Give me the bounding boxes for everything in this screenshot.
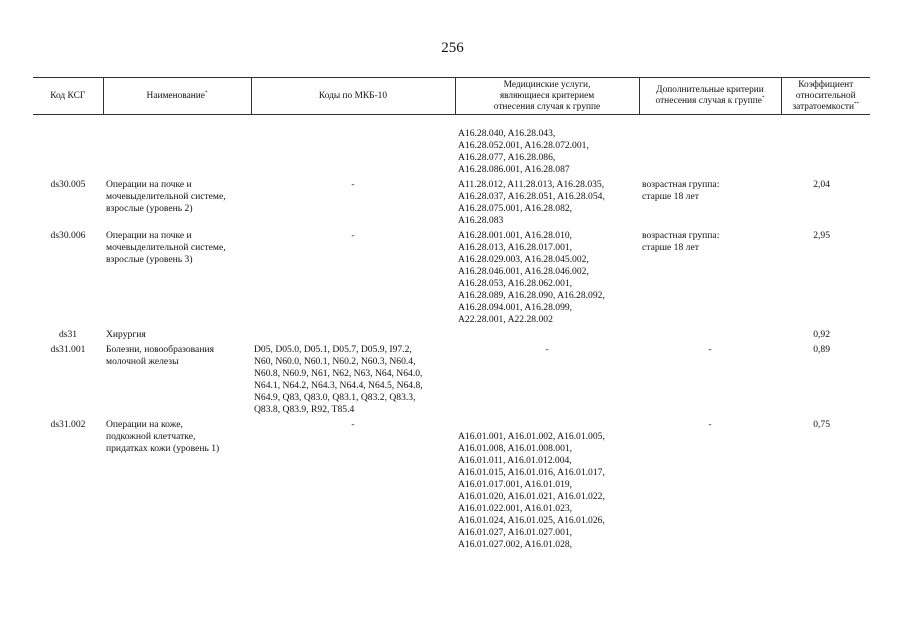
extra-criteria-line: старше 18 лет: [642, 191, 699, 202]
table-body: [33, 115, 870, 555]
medical-services-line: A16.01.027.002, A16.01.028,: [458, 539, 573, 550]
table-row: [33, 419, 870, 554]
extra-criteria: [639, 128, 781, 179]
medical-services-line: A16.28.029.003, A16.28.045.002,: [458, 254, 589, 265]
extra-criteria-line: возрастная группа:: [642, 179, 720, 190]
ksg-code: [33, 128, 103, 179]
table-row: [33, 179, 870, 230]
mkb-codes-dash: -: [351, 179, 355, 190]
header-name: Наименование*: [103, 78, 251, 115]
cost-coefficient: 2,95: [813, 230, 830, 241]
mkb-codes: [251, 128, 455, 179]
medical-services-line: A11.28.012, A11.28.013, A16.28.035,: [458, 179, 605, 190]
ksg-name: [103, 329, 251, 344]
ksg-table-sheet: [33, 77, 870, 554]
header-code: Код КСГ: [33, 78, 103, 115]
ksg-name-line: мочевыделительной системе,: [106, 242, 226, 253]
medical-services-dash: -: [545, 344, 549, 355]
medical-services-line: A16.01.015, A16.01.016, A16.01.017,: [458, 467, 605, 478]
ksg-name-line: взрослые (уровень 3): [106, 254, 193, 265]
header-mkb: Коды по МКБ-10: [251, 78, 455, 115]
table-row: [33, 344, 870, 419]
cost-coefficient: 2,04: [813, 179, 830, 190]
medical-services-line: A16.28.040, A16.28.043,: [458, 128, 556, 139]
ksg-code: ds31.002: [50, 419, 86, 430]
ksg-name-line: Операции на коже,: [106, 419, 183, 430]
medical-services-line: A16.01.020, A16.01.021, A16.01.022,: [458, 491, 605, 502]
ksg-name: [103, 344, 251, 419]
ksg-name-line: Операции на почке и: [106, 230, 192, 241]
medical-services: [455, 344, 639, 419]
extra-criteria-line: возрастная группа:: [642, 230, 720, 241]
medical-services-line: A16.01.001, A16.01.002, A16.01.005,: [458, 431, 605, 442]
mkb-codes-line: Q83.8, Q83.9, R92, T85.4: [254, 404, 355, 415]
table-row: [33, 128, 870, 179]
ksg-code: ds30.005: [50, 179, 86, 190]
mkb-codes: [251, 329, 455, 344]
ksg-name-line: Хирургия: [106, 329, 146, 340]
ksg-name-line: взрослые (уровень 2): [106, 203, 193, 214]
extra-criteria-dash: -: [708, 344, 712, 355]
medical-services-line: A16.28.089, A16.28.090, A16.28.092,: [458, 290, 605, 301]
medical-services-line: A16.28.075.001, A16.28.082,: [458, 203, 573, 214]
extra-criteria: [639, 179, 781, 230]
ksg-code: ds31: [58, 329, 78, 340]
medical-services: [455, 128, 639, 179]
ksg-name-line: придатках кожи (уровень 1): [106, 443, 220, 454]
medical-services-line: A16.28.037, A16.28.051, A16.28.054,: [458, 191, 605, 202]
ksg-name-line: молочной железы: [106, 356, 179, 367]
medical-services-line: A16.01.017.001, A16.01.019,: [458, 479, 573, 490]
cost-coefficient: 0,89: [813, 344, 830, 355]
extra-criteria-dash: -: [708, 419, 712, 430]
extra-criteria: [639, 344, 781, 419]
medical-services: [455, 230, 639, 329]
ksg-name-line: мочевыделительной системе,: [106, 191, 226, 202]
ksg-table: [33, 77, 870, 554]
medical-services-line: A16.28.046.001, A16.28.046.002,: [458, 266, 589, 277]
medical-services-line: A16.01.027, A16.01.027.001,: [458, 527, 573, 538]
ksg-name: [103, 179, 251, 230]
mkb-codes-line: N60, N60.0, N60.1, N60.2, N60.3, N60.4,: [254, 356, 416, 367]
ksg-name: [103, 128, 251, 179]
extra-criteria-line: старше 18 лет: [642, 242, 699, 253]
header-criteria: Дополнительные критерии отнесения случая к группе*: [639, 78, 781, 115]
medical-services-line: A16.28.086.001, A16.28.087: [458, 164, 570, 175]
medical-services-line: A16.01.022.001, A16.01.023,: [458, 503, 573, 514]
ksg-code: ds31.001: [50, 344, 86, 355]
mkb-codes-line: N60.8, N60.9, N61, N62, N63, N64, N64.0,: [254, 368, 423, 379]
mkb-codes-line: N64.9, Q83, Q83.0, Q83.1, Q83.2, Q83.3,: [254, 392, 416, 403]
medical-services-line: A16.28.094.001, A16.28.099,: [458, 302, 573, 313]
table-row: [33, 329, 870, 344]
extra-criteria: [639, 419, 781, 554]
cost-coefficient: 0,75: [813, 419, 830, 430]
header-services: Медицинские услуги, являющиеся критерием отнесения случая к группе: [455, 78, 639, 115]
medical-services-line: A16.01.024, A16.01.025, A16.01.026,: [458, 515, 605, 526]
mkb-codes: [251, 179, 455, 230]
medical-services-line: A16.28.001.001, A16.28.010,: [458, 230, 573, 241]
medical-services-line: A16.01.011, A16.01.012.004,: [458, 455, 572, 466]
header-coef: Коэффициент относительной затратоемкости**: [781, 78, 870, 115]
extra-criteria: [639, 230, 781, 329]
medical-services: [455, 179, 639, 230]
medical-services-line: A22.28.001, A22.28.002: [458, 314, 553, 325]
medical-services-line: [458, 419, 636, 431]
mkb-codes-line: N64.1, N64.2, N64.3, N64.4, N64.5, N64.8,: [254, 380, 423, 391]
mkb-codes: [251, 230, 455, 329]
table-header-row: [33, 78, 870, 115]
ksg-name: [103, 230, 251, 329]
mkb-codes-dash: -: [351, 230, 355, 241]
medical-services-line: A16.01.008, A16.01.008.001,: [458, 443, 573, 454]
medical-services: [455, 329, 639, 344]
mkb-codes-line: D05, D05.0, D05.1, D05.7, D05.9, I97.2,: [254, 344, 412, 355]
cost-coefficient: 0,92: [813, 329, 830, 340]
ksg-name-line: Болезни, новообразования: [106, 344, 214, 355]
medical-services-line: A16.28.083: [458, 215, 504, 226]
medical-services-line: A16.28.077, A16.28.086,: [458, 152, 556, 163]
medical-services-line: A16.28.053, A16.28.062.001,: [458, 278, 573, 289]
table-row: [33, 230, 870, 329]
medical-services: [455, 419, 639, 554]
ksg-code: ds30.006: [50, 230, 86, 241]
medical-services-line: A16.28.013, A16.28.017.001,: [458, 242, 573, 253]
mkb-codes-dash: -: [351, 419, 355, 430]
page-number: 256: [441, 40, 464, 56]
extra-criteria: [639, 329, 781, 344]
medical-services-line: A16.28.052.001, A16.28.072.001,: [458, 140, 589, 151]
ksg-name-line: подкожной клетчатке,: [106, 431, 196, 442]
mkb-codes: [251, 344, 455, 419]
ksg-name-line: Операции на почке и: [106, 179, 192, 190]
ksg-name: [103, 419, 251, 554]
cost-coefficient: [781, 128, 870, 179]
mkb-codes: [251, 419, 455, 554]
